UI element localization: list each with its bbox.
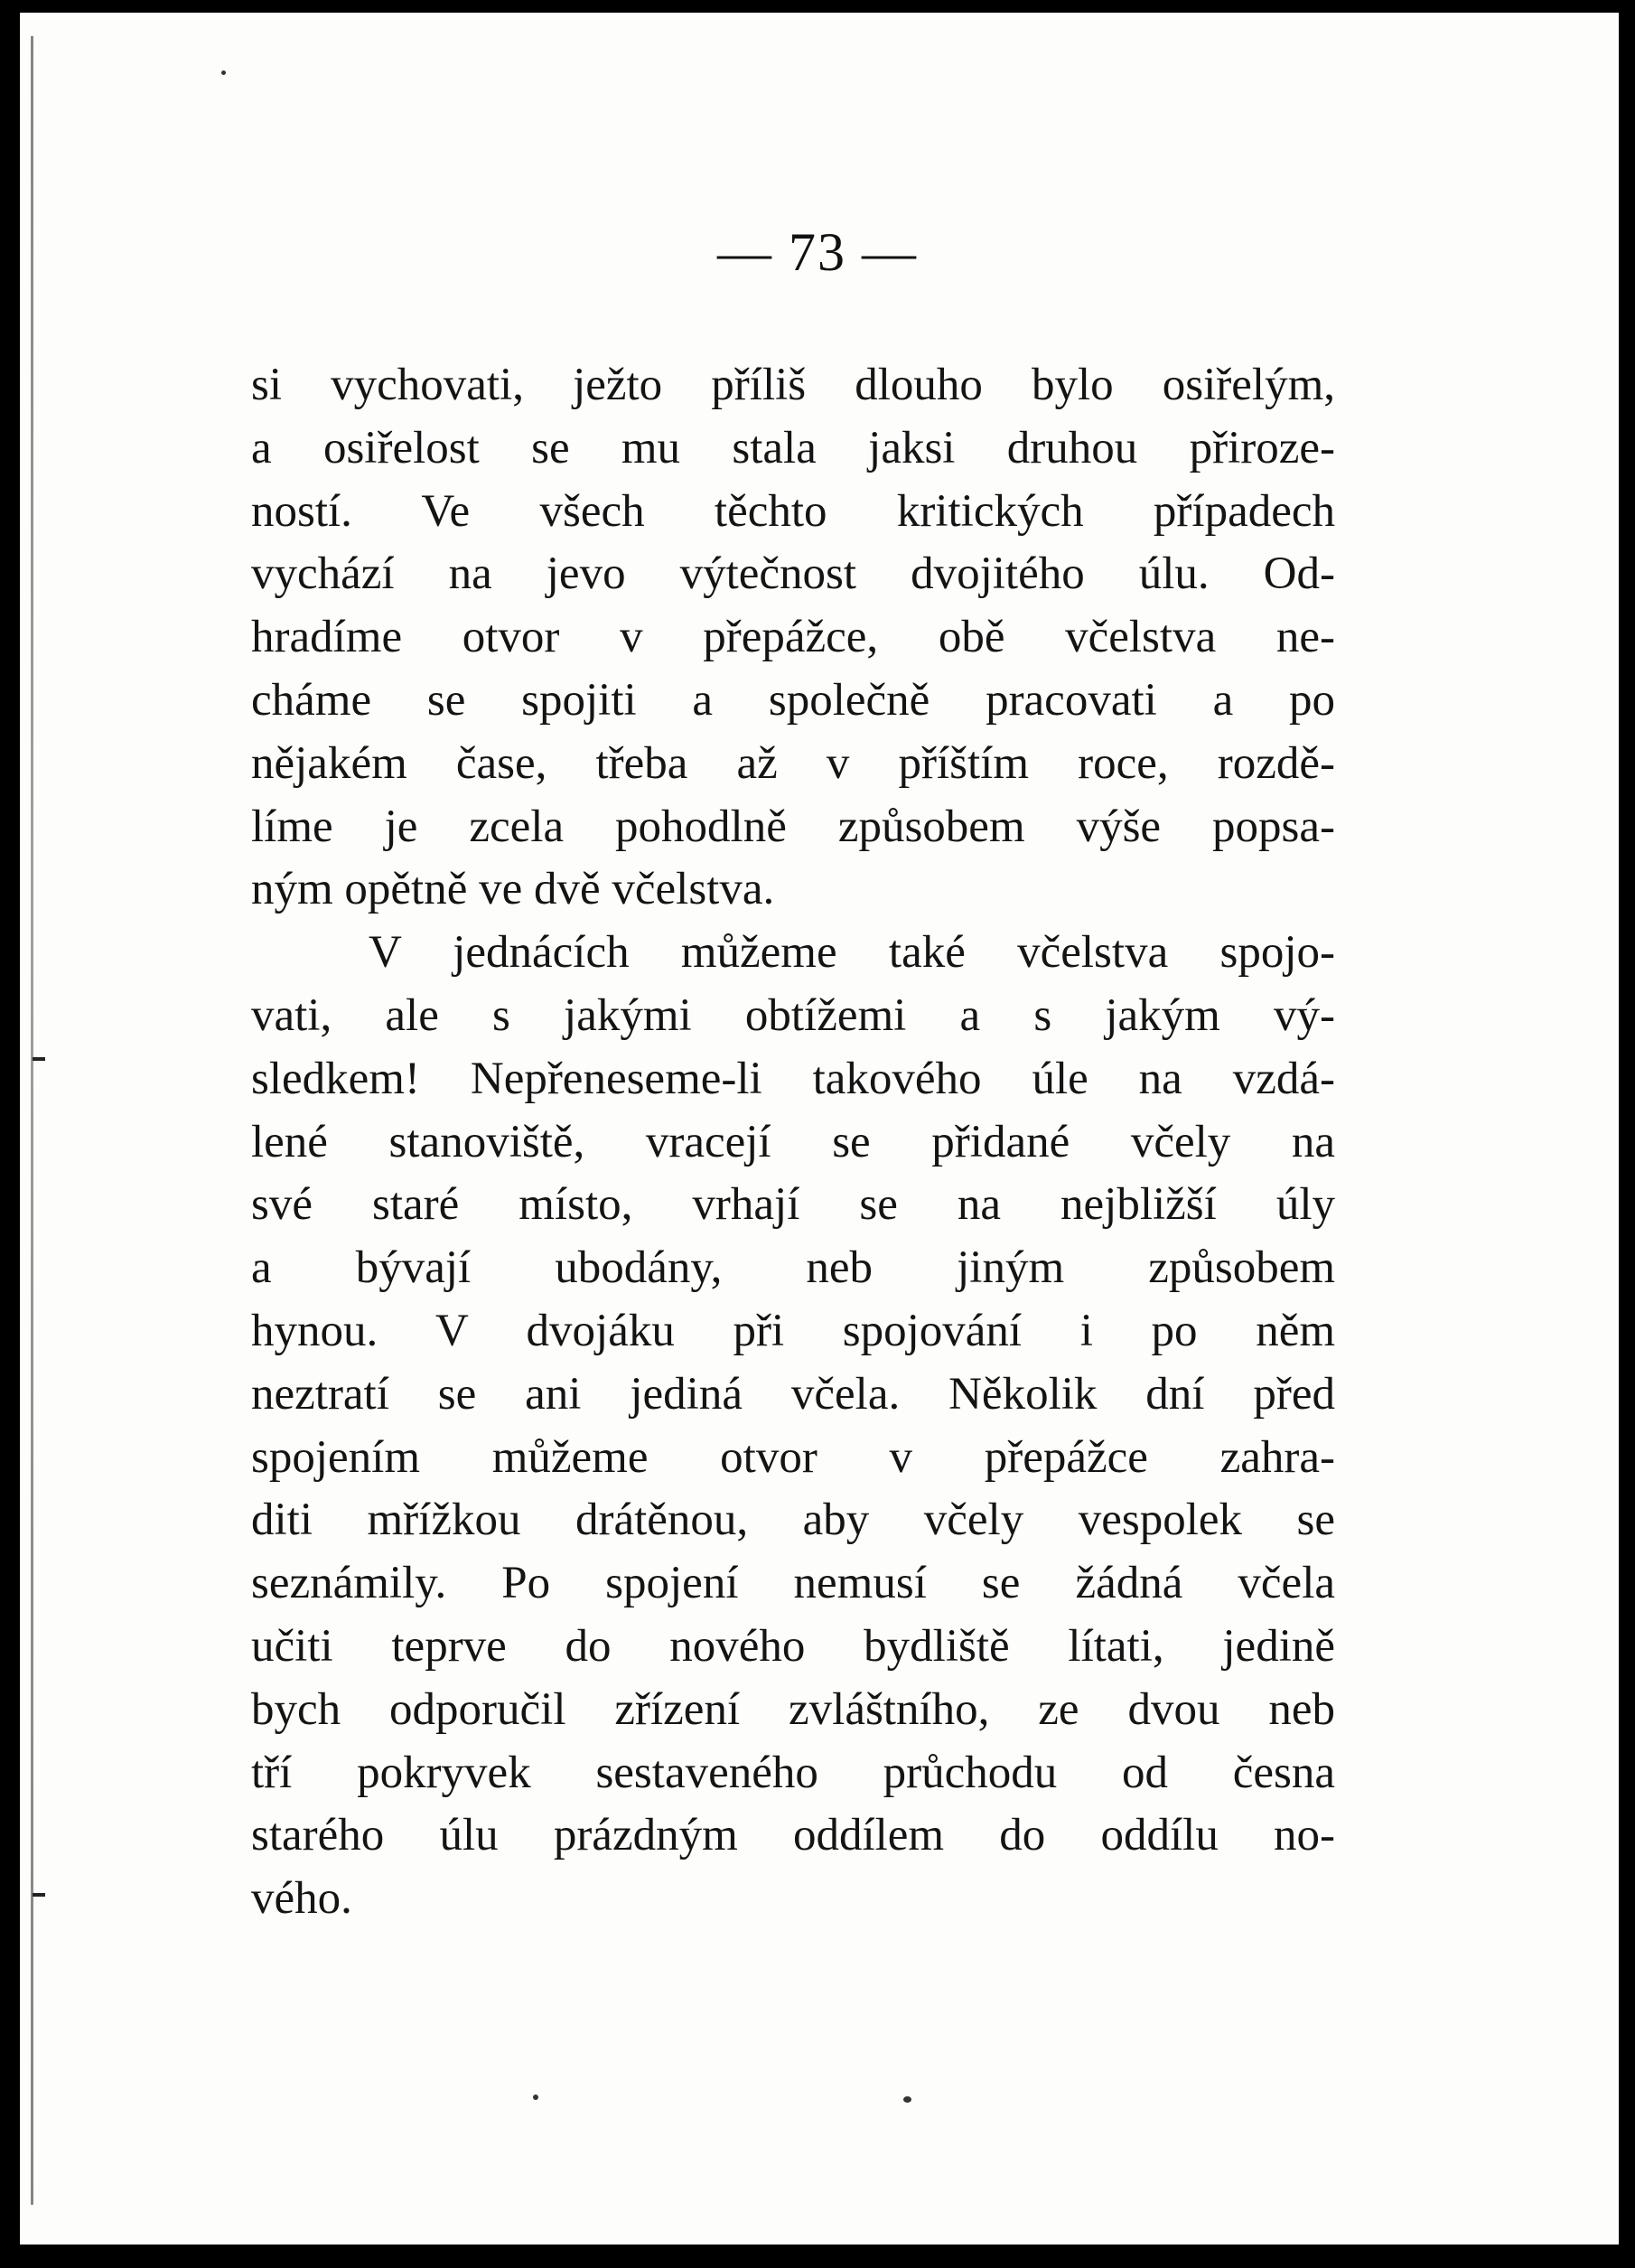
text-line: vati, ale s jakými obtížemi a s jakým vý- <box>251 989 1335 1041</box>
text-line: sledkem! Nepřeneseme-li takového úle na vzdá- <box>251 1053 1335 1104</box>
dust-speck <box>903 2096 911 2103</box>
text-line: vychází na jevo výtečnost dvojitého úlu. Od- <box>251 548 1335 600</box>
text-line: hradíme otvor v přepážce, obě včelstva ne- <box>251 612 1335 663</box>
text-line: ností. Ve všech těchto kritických případech <box>251 485 1335 537</box>
text-line: a osiřelost se mu stala jaksi druhou přiroze- <box>251 422 1335 473</box>
text-line: V jednácích můžeme také včelstva spojo- <box>369 927 1335 979</box>
body-text <box>251 354 1335 1931</box>
text-line: vého. <box>251 1873 352 1925</box>
text-line: a bývají ubodány, neb jiným způsobem <box>251 1242 1335 1294</box>
text-line: diti mřížkou drátěnou, aby včely vespolek se <box>251 1495 1335 1546</box>
text-line: líme je zcela pohodlně způsobem výše popsa- <box>251 801 1335 852</box>
page-number: — 73 — <box>717 222 918 282</box>
text-line: bych odporučil zřízení zvláštního, ze dvou neb <box>251 1683 1335 1735</box>
text-line: si vychovati, ježto příliš dlouho bylo osiřelým, <box>251 360 1335 410</box>
text-line: neztratí se ani jediná včela. Několik dní před <box>251 1368 1335 1420</box>
text-line: učiti teprve do nového bydliště lítati, jedině <box>251 1620 1335 1672</box>
paragraph <box>251 922 1335 1931</box>
text-line: lené stanoviště, vracejí se přidané včely na <box>251 1116 1335 1167</box>
binding-edge <box>31 36 33 2205</box>
dust-speck <box>533 2095 538 2100</box>
text-line: hynou. V dvojáku při spojování i po něm <box>251 1305 1335 1356</box>
text-line: tří pokryvek sestaveného průchodu od česna <box>251 1747 1335 1798</box>
text-line: starého úlu prázdným oddílem do oddílu no- <box>251 1810 1335 1861</box>
text-line: ným opětně ve dvě včelstva. <box>251 864 775 915</box>
binding-mark <box>33 1057 45 1061</box>
text-line: nějakém čase, třeba až v příštím roce, rozdě- <box>251 737 1335 789</box>
binding-mark <box>33 1893 45 1897</box>
text-line: cháme se spojiti a společně pracovati a po <box>251 674 1335 726</box>
dust-speck <box>221 70 226 75</box>
text-line: své staré místo, vrhají se na nejbližší úly <box>251 1179 1335 1231</box>
paragraph <box>251 354 1335 922</box>
text-line: seznámily. Po spojení nemusí se žádná včela <box>251 1558 1335 1609</box>
text-line: spojením můžeme otvor v přepážce zahra- <box>251 1431 1335 1483</box>
